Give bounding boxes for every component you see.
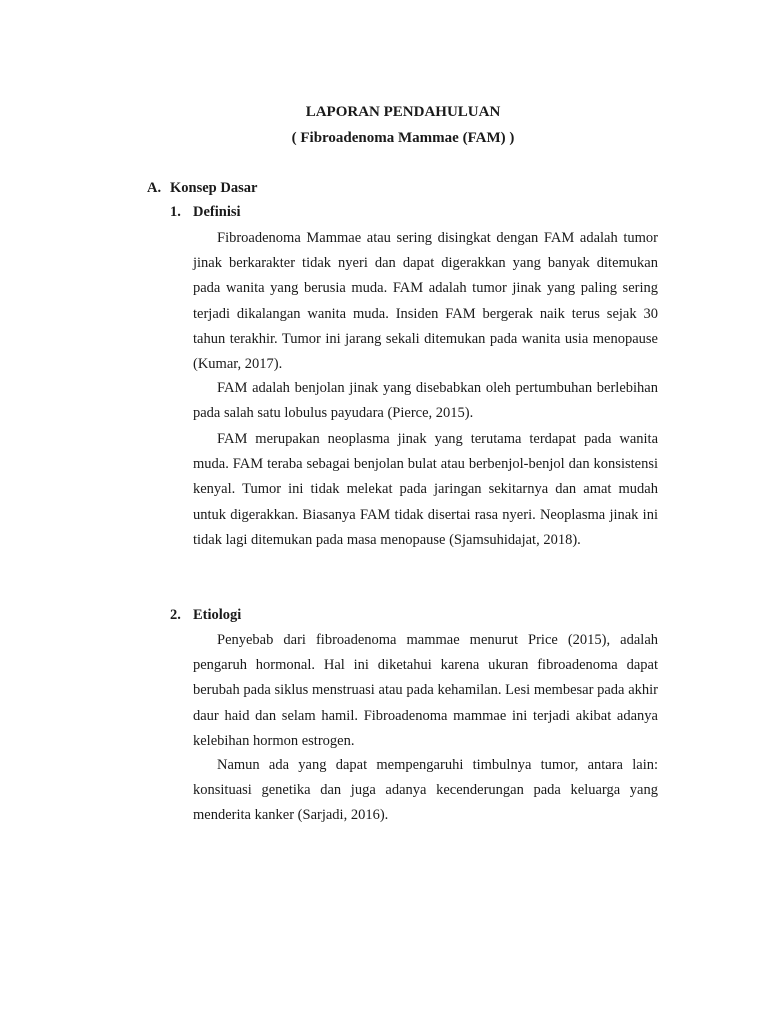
subsection-heading-etiologi <box>170 607 241 624</box>
subsection-heading-text: Etiologi <box>193 607 242 623</box>
document-title: LAPORAN PENDAHULUAN <box>305 104 501 120</box>
etiologi-paragraph-1: Penyebab dari fibroadenoma mammae menurut Price (2015), adalah pengaruh hormonal. Hal ini diketahui karena ukuran fibroadenoma dapat berubah pada siklus menstruasi atau pada kehamilan. Lesi membesar pada akhir daur haid dan selam hamil. Fibroadenoma mammae ini terjadi akibat adanya kelebihan hormon estrogen. <box>193 632 658 749</box>
subsection-heading-text: Definisi <box>193 204 241 220</box>
section-heading-konsep-dasar <box>147 180 257 197</box>
section-marker: A. <box>147 180 162 196</box>
definisi-paragraph-3: FAM merupakan neoplasma jinak yang terutama terdapat pada wanita muda. FAM teraba sebagai benjolan bulat atau berbenjol-benjol dan konsistensi kenyal. Tumor ini tidak melekat pada jaringan sekitarnya dan amat mudah untuk digerakkan. Biasanya FAM tidak disertai rasa nyeri. Neoplasma jinak ini tidak lagi ditemukan pada masa menopause (Sjamsuhidajat, 2018). <box>193 431 658 548</box>
section-heading-text: Konsep Dasar <box>170 180 258 196</box>
definisi-paragraph-2: FAM adalah benjolan jinak yang disebabkan oleh pertumbuhan berlebihan pada salah satu lobulus payudara (Pierce, 2015). <box>193 380 658 422</box>
etiologi-paragraph-2: Namun ada yang dapat mempengaruhi timbulnya tumor, antara lain: konsituasi genetika dan juga adanya kecenderungan pada keluarga yang menderita kanker (Sarjadi, 2016). <box>193 757 658 824</box>
subsection-marker: 2. <box>170 607 181 623</box>
definisi-paragraph-1: Fibroadenoma Mammae atau sering disingkat dengan FAM adalah tumor jinak berkarakter tidak nyeri dan dapat digerakkan yang banyak ditemukan pada wanita yang berusia muda. FAM adalah tumor jinak yang paling sering terjadi dikalangan wanita muda. Insiden FAM bergerak naik terus sejak 30 tahun terakhir. Tumor ini jarang sekali ditemukan pada wanita usia menopause (Kumar, 2017). <box>193 230 658 373</box>
document-subtitle: ( Fibroadenoma Mammae (FAM) ) <box>291 130 515 146</box>
subsection-heading-definisi <box>170 204 241 221</box>
subsection-marker: 1. <box>170 204 181 220</box>
